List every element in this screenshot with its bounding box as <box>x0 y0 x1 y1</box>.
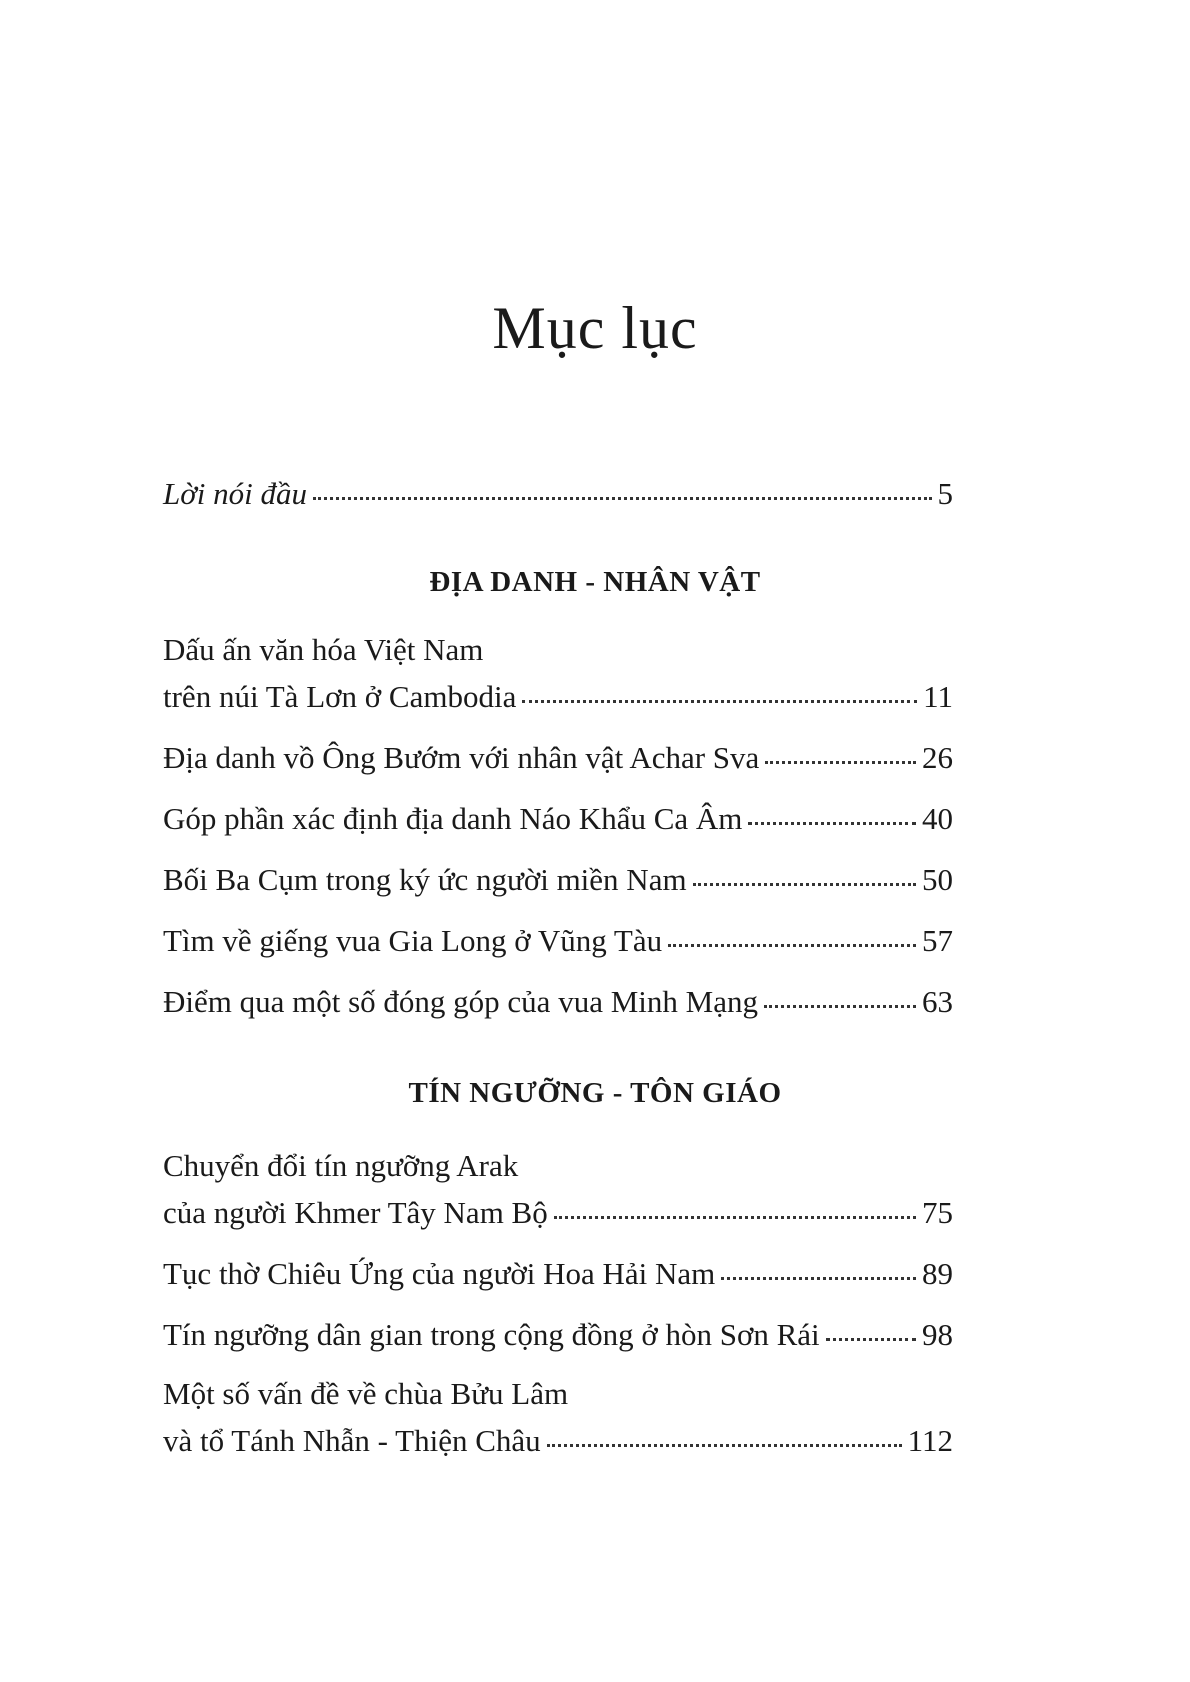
toc-page-number: 89 <box>922 1256 953 1291</box>
toc-entry-text: Tín ngưỡng dân gian trong cộng đồng ở hòn Sơn Rái <box>163 1317 820 1352</box>
toc-entry <box>163 742 953 773</box>
toc-entry-text: của người Khmer Tây Nam Bộ <box>163 1195 548 1230</box>
dot-leader <box>765 761 916 764</box>
toc-entry <box>163 925 953 956</box>
toc-entry <box>163 1319 953 1350</box>
toc-entry <box>163 1378 953 1456</box>
toc-page-number: 40 <box>922 801 953 836</box>
dot-leader <box>721 1277 916 1280</box>
toc-entry <box>163 986 953 1017</box>
toc-entry <box>163 803 953 834</box>
toc-page-number: 50 <box>922 862 953 897</box>
toc-entry-text: Bối Ba Cụm trong ký ức người miền Nam <box>163 862 687 897</box>
toc-entry-first-line: Chuyển đổi tín ngưỡng Arak <box>163 1148 519 1183</box>
toc-page-number: 11 <box>923 679 953 714</box>
toc-page-number: 57 <box>922 923 953 958</box>
toc-entry-preface <box>163 478 953 509</box>
toc-page-number: 5 <box>937 476 953 511</box>
dot-leader <box>764 1005 916 1008</box>
toc-entry <box>163 634 953 712</box>
dot-leader <box>554 1216 916 1219</box>
section-heading: ĐỊA DANH - NHÂN VẬT <box>429 566 761 598</box>
dot-leader <box>693 883 916 886</box>
toc-entry-text: Lời nói đầu <box>163 476 308 511</box>
section-heading: TÍN NGƯỠNG - TÔN GIÁO <box>408 1077 782 1109</box>
toc-page-number: 63 <box>922 984 953 1019</box>
dot-leader <box>748 822 916 825</box>
toc-entry-text: Điểm qua một số đóng góp của vua Minh Mạng <box>163 984 758 1019</box>
toc-page-number: 98 <box>922 1317 953 1352</box>
toc-page-number: 75 <box>922 1195 953 1230</box>
toc-entry <box>163 864 953 895</box>
toc-entry-text: và tổ Tánh Nhẫn - Thiện Châu <box>163 1423 541 1458</box>
page-title: Mục lục <box>492 295 698 361</box>
dot-leader <box>313 497 931 500</box>
toc-entry <box>163 1258 953 1289</box>
toc-page-number: 26 <box>922 740 953 775</box>
toc-entry-text: Tìm về giếng vua Gia Long ở Vũng Tàu <box>163 923 663 958</box>
toc-entry <box>163 1150 953 1228</box>
toc-entry-text: trên núi Tà Lơn ở Cambodia <box>163 679 517 714</box>
dot-leader <box>668 944 916 947</box>
dot-leader <box>522 700 917 703</box>
toc-entry-text: Góp phần xác định địa danh Náo Khẩu Ca Âm <box>163 801 743 836</box>
dot-leader <box>547 1444 902 1447</box>
toc-entry-text: Địa danh vồ Ông Bướm với nhân vật Achar Sva <box>163 740 760 775</box>
toc-entry-first-line: Một số vấn đề về chùa Bửu Lâm <box>163 1376 569 1411</box>
dot-leader <box>826 1338 916 1341</box>
toc-entry-first-line: Dấu ấn văn hóa Việt Nam <box>163 632 484 667</box>
toc-page-number: 112 <box>907 1423 953 1458</box>
toc-entry-text: Tục thờ Chiêu Ứng của người Hoa Hải Nam <box>163 1256 716 1291</box>
